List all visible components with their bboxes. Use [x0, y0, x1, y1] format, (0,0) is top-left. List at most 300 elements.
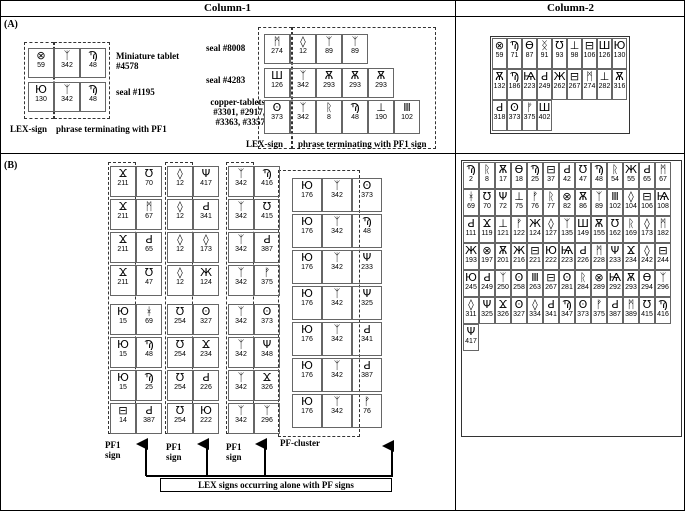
- sign-number: 76: [531, 203, 539, 210]
- indus-sign-icon: Ш: [598, 39, 611, 52]
- pf1-sign-label-2: PF1 sign: [166, 442, 182, 462]
- sign-number: 12: [176, 213, 184, 220]
- sign-number: 342: [61, 62, 73, 69]
- indus-sign-icon: Ψ: [201, 167, 211, 180]
- sign-number: 89: [351, 48, 359, 55]
- sign-number: 12: [176, 279, 184, 286]
- indus-sign-icon: ⊗: [36, 49, 46, 62]
- indus-sign-icon: Ѫ: [498, 244, 508, 257]
- sign-number: 106: [641, 203, 653, 210]
- indus-sign-icon: Ԁ: [579, 244, 587, 257]
- sign-cell: [463, 216, 479, 243]
- indus-sign-icon: Ԁ: [467, 217, 475, 230]
- indus-sign-icon: Ж: [513, 244, 525, 257]
- indus-sign-icon: Ѩ: [560, 244, 574, 257]
- sign-cell: [495, 216, 511, 243]
- indus-sign-icon: Ʊ: [610, 217, 620, 230]
- sign-cell: [543, 189, 559, 216]
- sign-number: 130: [613, 52, 626, 59]
- indus-sign-icon: Ϡ: [530, 163, 540, 176]
- sign-number: 173: [200, 246, 212, 253]
- indus-sign-icon: Ю: [200, 404, 212, 417]
- sign-number: 342: [61, 96, 73, 103]
- indus-sign-icon: Ю: [301, 323, 313, 336]
- indus-sign-icon: ᛉ: [333, 287, 341, 300]
- sign-number: 126: [271, 82, 283, 89]
- sign-cell: [655, 243, 671, 270]
- sign-number: 342: [331, 228, 343, 235]
- indus-sign-icon: ᚱ: [627, 217, 635, 230]
- indus-sign-icon: Ϫ: [118, 200, 128, 213]
- sign-number: 124: [200, 279, 212, 286]
- sign-number: 262: [553, 83, 566, 90]
- sign-number: 326: [497, 311, 509, 318]
- sign-number: 373: [508, 114, 521, 121]
- indus-sign-icon: Ʊ: [144, 266, 154, 279]
- sign-number: 55: [627, 176, 635, 183]
- sign-cell: [623, 297, 639, 324]
- sign-number: 293: [625, 284, 637, 291]
- indus-sign-icon: ᛗ: [145, 200, 153, 213]
- indus-sign-icon: ʘ: [262, 305, 272, 318]
- column-2-header: Column-2: [546, 2, 595, 14]
- sign-number: 71: [510, 52, 519, 59]
- indus-sign-icon: ᛉ: [237, 167, 245, 180]
- sign-number: 122: [513, 230, 525, 237]
- sign-cell: [639, 162, 655, 189]
- sign-number: 48: [89, 96, 97, 103]
- indus-sign-icon: ◊: [468, 298, 474, 311]
- indus-sign-icon: ᚱ: [547, 190, 555, 203]
- indus-sign-icon: Ψ: [610, 244, 620, 257]
- indus-sign-icon: Ϡ: [88, 83, 98, 96]
- sign-number: 417: [465, 338, 477, 345]
- indus-sign-icon: ⊟: [584, 39, 595, 52]
- indus-sign-icon: Ʊ: [262, 200, 272, 213]
- indus-sign-icon: ᛉ: [333, 251, 341, 264]
- sign-cell: [463, 162, 479, 189]
- copper-tablets-label: copper-tablets #3301, #2917, #3363, #3357: [210, 97, 265, 127]
- indus-sign-icon: Ϫ: [118, 233, 128, 246]
- indus-sign-icon: Ю: [301, 287, 313, 300]
- sign-number: 341: [361, 336, 373, 343]
- indus-sign-icon: Ϡ: [362, 215, 372, 228]
- indus-sign-icon: Ⅲ: [611, 190, 619, 203]
- indus-sign-icon: Ԁ: [495, 101, 504, 114]
- sign-number: 111: [465, 230, 477, 237]
- sign-cell: [623, 189, 639, 216]
- sign-number: 221: [529, 257, 541, 264]
- sign-number: 263: [529, 284, 541, 291]
- indus-sign-icon: Ϡ: [88, 49, 98, 62]
- sign-number: 201: [497, 257, 509, 264]
- indus-sign-icon: ᛉ: [237, 371, 245, 384]
- sign-number: 389: [625, 311, 637, 318]
- indus-sign-icon: ⊥: [514, 190, 524, 203]
- indus-sign-icon: Ϫ: [626, 244, 636, 257]
- indus-sign-icon: ⊗: [562, 190, 572, 203]
- indus-sign-icon: ◊: [548, 217, 554, 230]
- sign-number: 15: [119, 384, 127, 391]
- sign-number: 326: [261, 384, 273, 391]
- sign-cell: [639, 297, 655, 324]
- sign-number: 124: [529, 230, 541, 237]
- sign-number: 387: [143, 417, 155, 424]
- sign-number: 86: [579, 203, 587, 210]
- sign-number: 341: [200, 213, 212, 220]
- sign-number: 417: [200, 180, 212, 187]
- indus-sign-icon: ᛉ: [63, 83, 71, 96]
- sign-number: 65: [145, 246, 153, 253]
- sign-cell: [607, 243, 623, 270]
- sign-cell: [591, 297, 607, 324]
- indus-sign-icon: ◊: [628, 190, 634, 203]
- sign-number: 254: [174, 384, 186, 391]
- indus-sign-icon: Ю: [545, 244, 557, 257]
- sign-number: 311: [465, 311, 477, 318]
- indus-sign-icon: Ʊ: [482, 190, 492, 203]
- indus-sign-icon: ⊟: [546, 163, 556, 176]
- sign-cell: [607, 216, 623, 243]
- indus-sign-icon: Ϡ: [144, 338, 154, 351]
- indus-sign-icon: Ѩ: [608, 271, 622, 284]
- sign-number: 222: [200, 417, 212, 424]
- sign-number: 296: [261, 417, 273, 424]
- sign-number: 294: [641, 284, 653, 291]
- sign-cell: [479, 216, 495, 243]
- indus-sign-icon: ᛉ: [333, 179, 341, 192]
- sign-number: 373: [271, 114, 283, 121]
- sign-number: 102: [401, 114, 413, 121]
- sign-cell: [575, 162, 591, 189]
- lex-sign-label-a2: LEX-sign: [246, 139, 284, 149]
- sign-cell: [591, 162, 607, 189]
- sign-number: 342: [331, 336, 343, 343]
- sign-number: 48: [351, 114, 359, 121]
- indus-sign-icon: ᛗ: [659, 163, 667, 176]
- sign-number: 318: [493, 114, 506, 121]
- indus-sign-icon: ◊: [177, 167, 183, 180]
- sign-cell: [527, 270, 543, 297]
- sign-number: 17: [499, 176, 507, 183]
- indus-sign-icon: Ю: [465, 271, 477, 284]
- sign-cell: [543, 216, 559, 243]
- indus-sign-icon: Ԁ: [202, 200, 210, 213]
- indus-sign-icon: ⊟: [569, 70, 580, 83]
- indus-sign-icon: ᛉ: [563, 217, 571, 230]
- sign-number: 342: [235, 213, 247, 220]
- sign-number: 93: [555, 52, 564, 59]
- sign-number: 342: [235, 417, 247, 424]
- sign-cell: [607, 162, 623, 189]
- sign-cell: [463, 243, 479, 270]
- indus-sign-icon: ◊: [177, 266, 183, 279]
- sign-number: 342: [235, 279, 247, 286]
- indus-sign-icon: ᛗ: [586, 70, 593, 83]
- sign-number: 249: [538, 83, 551, 90]
- sign-cell: [655, 216, 671, 243]
- indus-sign-icon: Ϡ: [562, 298, 572, 311]
- indus-sign-icon: ᛉ: [237, 305, 245, 318]
- indus-sign-icon: Ԁ: [145, 404, 153, 417]
- sign-cell: [639, 270, 655, 297]
- sign-cell: [463, 189, 479, 216]
- indus-sign-icon: ʘ: [510, 101, 519, 114]
- indus-sign-icon: Ϫ: [262, 371, 272, 384]
- sign-cell: [511, 297, 527, 324]
- sign-cell: [639, 189, 655, 216]
- indus-sign-icon: Ю: [301, 359, 313, 372]
- indus-sign-icon: Ѫ: [626, 271, 636, 284]
- sign-cell: [559, 243, 575, 270]
- sign-number: 244: [657, 257, 669, 264]
- indus-sign-icon: ᛉ: [237, 338, 245, 351]
- indus-sign-icon: Ԁ: [547, 298, 555, 311]
- indus-sign-icon: Ѫ: [594, 217, 604, 230]
- indus-sign-icon: ᚼ: [145, 305, 153, 318]
- indus-sign-icon: Ю: [301, 179, 313, 192]
- indus-sign-icon: Ԁ: [263, 233, 271, 246]
- indus-sign-icon: Ѫ: [615, 70, 624, 83]
- sign-number: 325: [361, 300, 373, 307]
- sign-number: 176: [301, 300, 313, 307]
- sign-number: 226: [577, 257, 589, 264]
- indus-sign-icon: ⊥: [599, 70, 610, 83]
- indus-sign-icon: Ϡ: [466, 163, 476, 176]
- sign-number: 342: [297, 82, 309, 89]
- sign-number: 54: [611, 176, 619, 183]
- sign-number: 254: [174, 351, 186, 358]
- indus-sign-icon: Ю: [35, 83, 47, 96]
- sign-cell: [655, 189, 671, 216]
- indus-sign-icon: Ш: [538, 101, 551, 114]
- indus-sign-icon: ᚱ: [579, 271, 587, 284]
- sign-cell: [495, 162, 511, 189]
- sign-number: 387: [361, 372, 373, 379]
- indus-sign-icon: ◊: [532, 298, 538, 311]
- sign-cell: [655, 297, 671, 324]
- indus-sign-icon: Ϫ: [498, 298, 508, 311]
- sign-cell: [639, 243, 655, 270]
- sign-cell: [495, 189, 511, 216]
- sign-number: 223: [561, 257, 573, 264]
- indus-sign-icon: ᛉ: [333, 395, 341, 408]
- indus-sign-icon: ᛉ: [499, 271, 507, 284]
- sign-cell: [479, 162, 495, 189]
- sign-number: 416: [657, 311, 669, 318]
- sign-cell: [559, 216, 575, 243]
- indus-sign-icon: Ϫ: [201, 338, 211, 351]
- sign-cell: [511, 189, 527, 216]
- sign-cell: [559, 189, 575, 216]
- sign-number: 245: [465, 284, 477, 291]
- sign-number: 258: [513, 284, 525, 291]
- sign-number: 347: [561, 311, 573, 318]
- sign-number: 193: [465, 257, 477, 264]
- indus-sign-icon: Ʊ: [175, 338, 185, 351]
- indus-sign-icon: ◊: [300, 35, 306, 48]
- indus-sign-icon: Ʊ: [175, 371, 185, 384]
- sign-number: 89: [595, 203, 603, 210]
- seal-4283-label: seal #4283: [206, 75, 246, 85]
- indus-sign-icon: ʘ: [514, 271, 524, 284]
- sign-number: 342: [235, 384, 247, 391]
- indus-sign-icon: ʘ: [562, 271, 572, 284]
- indus-sign-icon: Ϫ: [482, 217, 492, 230]
- indus-sign-icon: Ԁ: [611, 298, 619, 311]
- indus-sign-icon: Ѳ: [514, 163, 524, 176]
- indus-sign-icon: ᚱ: [483, 163, 491, 176]
- sign-number: 325: [481, 311, 493, 318]
- indus-sign-icon: Ψ: [482, 298, 492, 311]
- indus-sign-icon: Ю: [117, 371, 129, 384]
- indus-sign-icon: ᛉ: [237, 404, 245, 417]
- sign-cell: [591, 216, 607, 243]
- sign-number: 42: [563, 176, 571, 183]
- indus-sign-icon: Ϡ: [594, 163, 604, 176]
- sign-number: 282: [598, 83, 611, 90]
- indus-sign-icon: Ѫ: [578, 190, 588, 203]
- indus-sign-icon: ᚠ: [363, 395, 371, 408]
- sign-number: 102: [609, 203, 621, 210]
- sign-number: 15: [119, 318, 127, 325]
- sign-number: 228: [593, 257, 605, 264]
- sign-cell: [527, 297, 543, 324]
- sign-number: 415: [261, 213, 273, 220]
- indus-sign-icon: Ԁ: [145, 233, 153, 246]
- sign-number: 342: [331, 300, 343, 307]
- sign-cell: [591, 189, 607, 216]
- sign-cell: [511, 270, 527, 297]
- sign-number: 48: [145, 351, 153, 358]
- indus-sign-icon: ⊗: [594, 271, 604, 284]
- indus-sign-icon: ᛗ: [595, 244, 603, 257]
- sign-number: 293: [323, 82, 335, 89]
- sign-number: 216: [513, 257, 525, 264]
- indus-sign-icon: ʘ: [272, 101, 282, 114]
- sign-number: 373: [361, 192, 373, 199]
- indus-sign-icon: ᛉ: [333, 323, 341, 336]
- indus-sign-icon: Ѫ: [495, 70, 504, 83]
- indus-sign-icon: ⊥: [498, 217, 508, 230]
- indus-sign-icon: ⊟: [546, 271, 556, 284]
- sign-number: 342: [235, 318, 247, 325]
- sign-number: 267: [568, 83, 581, 90]
- sign-number: 387: [261, 246, 273, 253]
- indus-sign-icon: Ю: [301, 395, 313, 408]
- sign-number: 130: [35, 96, 47, 103]
- indus-sign-icon: Ʊ: [555, 39, 564, 52]
- sign-number: 149: [577, 230, 589, 237]
- indus-sign-icon: Ю: [117, 338, 129, 351]
- sign-number: 234: [200, 351, 212, 358]
- sign-number: 327: [513, 311, 525, 318]
- seal-1195-label: seal #1195: [116, 87, 155, 97]
- panel-b-label: (B): [4, 160, 18, 171]
- sign-number: 76: [363, 408, 371, 415]
- sign-number: 108: [657, 203, 669, 210]
- indus-sign-icon: Ԁ: [202, 371, 210, 384]
- indus-sign-icon: ᚠ: [526, 101, 533, 114]
- sign-number: 267: [545, 284, 557, 291]
- sign-number: 176: [301, 408, 313, 415]
- sign-number: 18: [515, 176, 523, 183]
- indus-sign-icon: Ⅲ: [403, 101, 411, 114]
- indus-sign-icon: ᛉ: [595, 190, 603, 203]
- sign-number: 169: [625, 230, 637, 237]
- sign-number: 75: [515, 203, 523, 210]
- sign-number: 70: [145, 180, 153, 187]
- sign-number: 127: [545, 230, 557, 237]
- phrase-label-a: phrase terminating with PF1: [56, 124, 167, 134]
- indus-sign-icon: Ѳ: [525, 39, 534, 52]
- indus-sign-icon: ᛉ: [299, 101, 307, 114]
- sign-number: 223: [523, 83, 536, 90]
- sign-cell: [543, 270, 559, 297]
- sign-number: 211: [117, 279, 129, 286]
- sign-number: 65: [643, 176, 651, 183]
- indus-sign-icon: Ѫ: [376, 69, 386, 82]
- phrase-label-a2: phrase terminating with PF1 sign: [298, 139, 427, 149]
- indus-sign-icon: Ԁ: [563, 163, 571, 176]
- indus-sign-icon: Ϫ: [118, 167, 128, 180]
- sign-cell: [591, 270, 607, 297]
- sign-cell: [607, 297, 623, 324]
- sign-number: 132: [493, 83, 506, 90]
- sign-number: 72: [499, 203, 507, 210]
- sign-cell: [463, 270, 479, 297]
- indus-sign-icon: Ж: [200, 266, 212, 279]
- sign-number: 37: [547, 176, 555, 183]
- indus-sign-icon: ʘ: [578, 298, 588, 311]
- indus-sign-icon: Ϡ: [144, 371, 154, 384]
- sign-number: 119: [481, 230, 493, 237]
- sign-cell: [639, 216, 655, 243]
- sign-number: 416: [261, 180, 273, 187]
- indus-sign-icon: Ѫ: [350, 69, 360, 82]
- sign-number: 8: [327, 114, 331, 121]
- sign-number: 59: [495, 52, 504, 59]
- sign-number: 316: [613, 83, 626, 90]
- sign-number: 293: [375, 82, 387, 89]
- sign-cell: [623, 270, 639, 297]
- sign-number: 121: [497, 230, 509, 237]
- indus-sign-icon: ᛉ: [237, 200, 245, 213]
- indus-sign-icon: ⊟: [642, 190, 652, 203]
- sign-number: 2: [469, 176, 473, 183]
- indus-sign-icon: Ѫ: [324, 69, 334, 82]
- sign-number: 135: [561, 230, 573, 237]
- sign-cell: [591, 243, 607, 270]
- sign-cell: [655, 162, 671, 189]
- sign-number: 69: [467, 203, 475, 210]
- sign-number: 284: [577, 284, 589, 291]
- indus-sign-icon: ◊: [644, 244, 650, 257]
- sign-number: 106: [583, 52, 596, 59]
- sign-number: 69: [145, 318, 153, 325]
- indus-sign-icon: Ю: [117, 305, 129, 318]
- sign-cell: [543, 162, 559, 189]
- sign-cell: [511, 243, 527, 270]
- sign-cell: [559, 297, 575, 324]
- indus-sign-icon: Ѩ: [656, 190, 670, 203]
- sign-number: 274: [271, 48, 283, 55]
- indus-sign-icon: ᚠ: [595, 298, 603, 311]
- sign-number: 342: [235, 351, 247, 358]
- indus-sign-icon: Ʊ: [578, 163, 588, 176]
- sign-cell: [511, 162, 527, 189]
- sign-number: 47: [145, 279, 153, 286]
